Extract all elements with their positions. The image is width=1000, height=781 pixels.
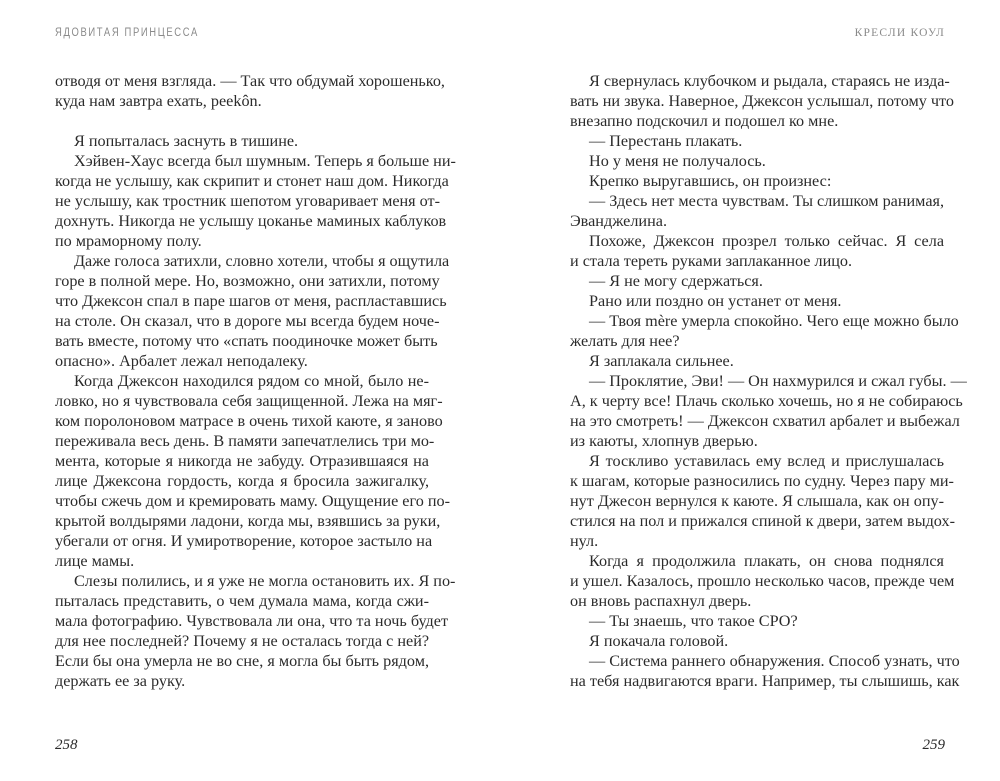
section-break	[55, 111, 429, 131]
text-line: — Я не могу сдержаться.	[589, 272, 763, 290]
text-line: А, к черту все! Плачь сколько хочешь, но я не собираюсь	[570, 392, 963, 410]
paragraph	[570, 71, 954, 131]
text-line: нут Джесон вернулся к каюте. Я слышала, как он опу-	[570, 492, 944, 510]
text-line: держать ее за руку.	[55, 672, 186, 690]
paragraph	[570, 451, 955, 551]
text-line: вать ни звука. Наверное, Джексон услышал, потому что	[570, 92, 954, 110]
text-line: переживала весь день. В памяти запечатлелись три мо-	[55, 432, 435, 450]
paragraph	[570, 631, 944, 651]
text-line: внезапно подскочил и подошел ко мне.	[570, 112, 839, 130]
text-line: для нее последней? Почему я не осталась тогда с ней?	[55, 632, 430, 650]
paragraph	[55, 571, 456, 691]
text-line: и ушел. Казалось, прошло несколько часов, прежде чем	[570, 572, 955, 590]
text-line: горе в полной мере. Но, возможно, они затихли, потому	[55, 272, 440, 290]
text-line: — Перестань плакать.	[589, 132, 743, 150]
text-line: опасно». Арбалет лежал неподалеку.	[55, 352, 308, 370]
text-line: стился на пол и прижался спиной к двери, затем выдох-	[570, 512, 955, 530]
text-line: пыталась представить, о чем думала мама, когда сжи-	[55, 592, 429, 610]
running-header-book-title: ЯДОВИТАЯ ПРИНЦЕССА	[55, 27, 199, 39]
text-line: — Система раннего обнаружения. Способ узнать, что	[589, 652, 960, 670]
text-line: Я попыталась заснуть в тишине.	[74, 132, 299, 150]
text-line: не услышу, как тростник шепотом уговаривает меня от-	[55, 192, 441, 210]
text-line: лице мамы.	[55, 552, 135, 570]
text-line: — Твоя mère умерла спокойно. Чего еще можно было	[589, 312, 959, 330]
text-line: крытой волдырями ладони, когда мы, взявшись за руки,	[55, 512, 441, 530]
text-line: Я тоскливо уставилась ему вслед и прислушалась	[589, 452, 944, 470]
text-line: Крепко выругавшись, он произнес:	[589, 172, 832, 190]
text-line: чтобы сжечь дом и кремировать маму. Ощущение его по-	[55, 492, 451, 510]
text-line: Даже голоса затихли, словно хотели, чтобы я ощутила	[74, 252, 450, 270]
paragraph	[570, 611, 944, 631]
page-body-text	[570, 71, 967, 691]
page-body-text	[55, 71, 456, 691]
text-line: — Ты знаешь, что такое СРО?	[589, 612, 798, 630]
text-line: лице Джексона гордость, когда я бросила зажигалку,	[55, 472, 429, 490]
paragraph	[570, 551, 955, 611]
paragraph	[570, 131, 944, 151]
text-line: убегали от огня. И умиротворение, которое застыло на	[55, 532, 433, 550]
text-line: что Джексон спал в паре шагов от меня, распластавшись	[55, 292, 447, 310]
paragraph	[55, 371, 451, 571]
paragraph	[55, 251, 450, 371]
text-line: на столе. Он сказал, что в дороге мы всегда будем ноче-	[55, 312, 440, 330]
text-line: он вновь распахнул дверь.	[570, 592, 752, 610]
paragraph	[570, 651, 960, 691]
text-line: на тебя надвигаются враги. Например, ты слышишь, как	[570, 672, 960, 690]
text-line: нул.	[570, 532, 599, 550]
text-line: вать вместе, потому что «спать поодиночке может быть	[55, 332, 438, 350]
paragraph	[570, 271, 944, 291]
text-line: Слезы полились, и я уже не могла остановить их. Я по-	[74, 572, 456, 590]
text-line: Рано или поздно он устанет от меня.	[589, 292, 842, 310]
text-line: Я покачала головой.	[589, 632, 729, 650]
running-header-author: КРЕСЛИ КОУЛ	[854, 27, 945, 39]
text-line: Если бы она умерла не во сне, я могла бы быть рядом,	[55, 652, 429, 670]
text-line: мала фотографию. Чувствовала ли она, что та ночь будет	[55, 612, 449, 630]
text-line: Но у меня не получалось.	[589, 152, 766, 170]
text-line: из каюты, хлопнув дверью.	[570, 432, 758, 450]
text-line: по мраморному полу.	[55, 232, 202, 250]
text-line: мента, которые я никогда не забуду. Отразившаяся на	[55, 452, 429, 470]
paragraph	[570, 231, 944, 271]
text-line: Я свернулась клубочком и рыдала, стараясь не изда-	[589, 72, 950, 90]
paragraph	[55, 131, 429, 151]
paragraph	[570, 351, 944, 371]
text-line: Эванджелина.	[570, 212, 667, 230]
text-line: желать для нее?	[570, 332, 680, 350]
right-page	[500, 0, 1000, 781]
text-line: Когда я продолжила плакать, он снова поднялся	[589, 552, 944, 570]
text-line: отводя от меня взгляда. — Так что обдумай хорошенько,	[55, 72, 445, 90]
text-line: — Здесь нет места чувствам. Ты слишком ранимая,	[589, 192, 944, 210]
paragraph	[570, 371, 967, 451]
text-line: ком поролоновом матрасе в очень тихой каюте, я заново	[55, 412, 443, 430]
text-line: Когда Джексон находился рядом со мной, было не-	[74, 372, 429, 390]
paragraph	[55, 71, 445, 111]
paragraph	[570, 151, 944, 171]
text-line: когда не услышу, как скрипит и стонет наш дом. Никогда	[55, 172, 449, 190]
paragraph	[570, 291, 944, 311]
page-number: 258	[55, 737, 78, 753]
paragraph	[55, 151, 456, 251]
text-line: куда нам завтра ехать, peekôn.	[55, 92, 262, 110]
text-line: и стала тереть руками заплаканное лицо.	[570, 252, 853, 270]
text-line: к шагам, которые разносились по судну. Через пару ми-	[570, 472, 954, 490]
text-line: Я заплакала сильнее.	[589, 352, 734, 370]
text-line: Хэйвен-Хаус всегда был шумным. Теперь я больше ни-	[74, 152, 456, 170]
paragraph	[570, 311, 959, 351]
text-line: Похоже, Джексон прозрел только сейчас. Я села	[589, 232, 944, 250]
paragraph	[570, 191, 944, 231]
paragraph	[570, 171, 944, 191]
page-number: 259	[922, 737, 945, 753]
text-line: на это смотреть! — Джексон схватил арбалет и выбежал	[570, 412, 960, 430]
text-line: ловко, но я чувствовала себя защищенной. Лежа на мяг-	[55, 392, 443, 410]
text-line: дохнуть. Никогда не услышу цоканье маминых каблуков	[55, 212, 447, 230]
text-line: — Проклятие, Эви! — Он нахмурился и сжал губы. —	[589, 372, 967, 390]
